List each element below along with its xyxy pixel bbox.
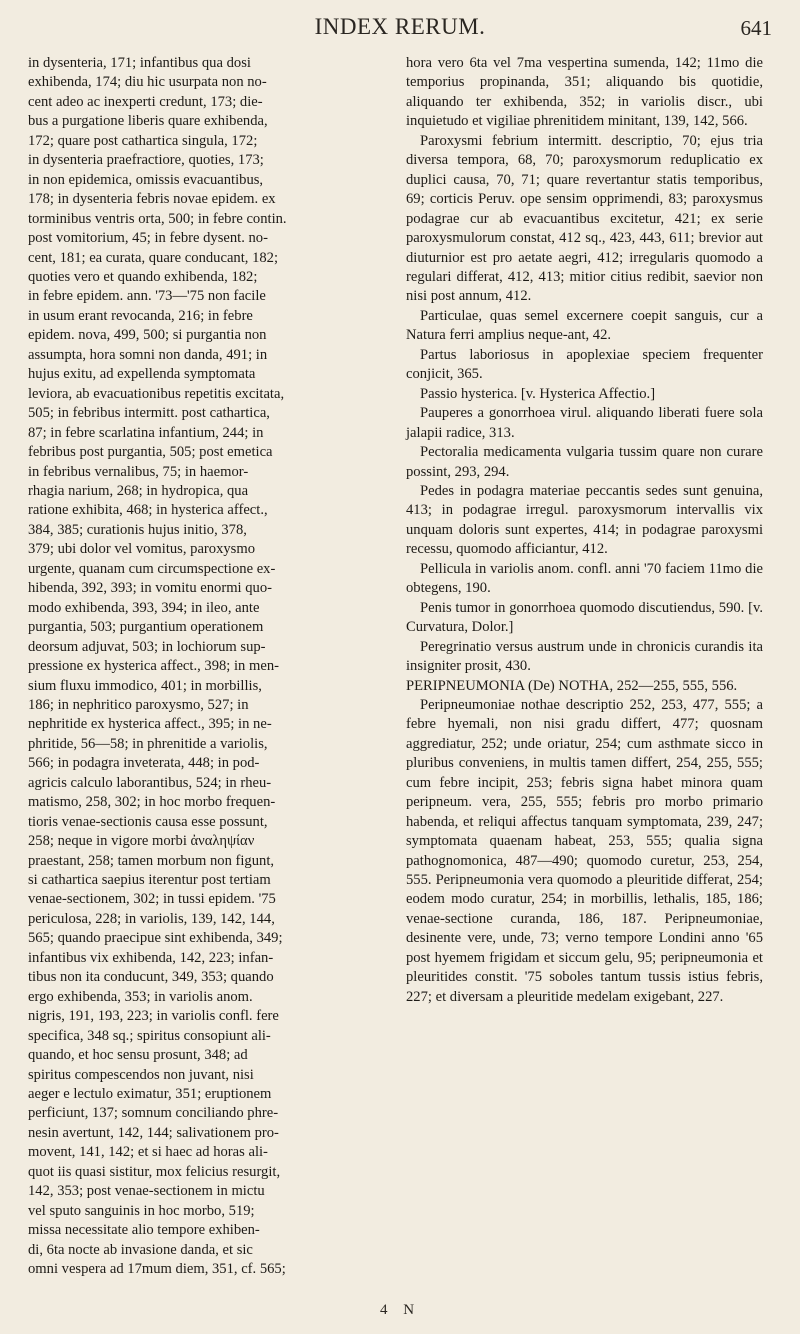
left-column [28,54,385,1280]
index-line: rhagia narium, 268; in hydropica, qua [28,482,249,499]
index-line: in non epidemica, omissis evacuantibus, [28,171,264,188]
page-number: 641 [740,16,772,40]
index-entry: Pauperes a gonorrhoea virul. aliquando liberati fuere sola jalapii radice, 313. [406,405,763,441]
index-line: assumpta, hora somni non danda, 491; in [28,346,268,363]
index-line: missa necessitate alio tempore exhiben- [28,1222,260,1239]
index-line: 142, 353; post venae-sectionem in mictu [28,1183,265,1200]
index-line: purgantia, 503; purgantium operationem [28,619,264,636]
index-entry: Pedes in podagra materiae peccantis sedes sunt genuina, 413; in podagrae irregul. paroxysmorum intervallis vix unquam doloris sunt expertes, 414; in podagrae paroxysmi recessu, quomodo afficiantur, 412. [406,482,763,558]
index-line: cent, 181; ea curata, quare conducant, 182; [28,249,279,266]
index-line: quando, et hoc sensu prosunt, 348; ad [28,1047,248,1064]
index-line: 505; in febribus intermitt. post cathartica, [28,405,270,422]
index-line: ergo exhibenda, 353; in variolis anom. [28,988,253,1005]
index-line: cent adeo ac inexperti credunt, 173; die- [28,93,263,110]
index-line: in usum erant revocanda, 216; in febre [28,307,253,324]
index-line: omni vespera ad 17mum diem, 351, cf. 565; [28,1261,286,1278]
index-entry: Pectoralia medicamenta vulgaria tussim quare non curare possint, 293, 294. [406,444,763,480]
running-head: INDEX RERUM. [314,14,486,39]
index-entry: PERIPNEUMONIA (De) NOTHA, 252—255, 555, 556. [406,677,738,694]
index-line: vel sputo sanguinis in hoc morbo, 519; [28,1202,255,1219]
index-line: quot iis quasi sistitur, mox felicius resurgit, [28,1163,281,1180]
index-line: 186; in nephritico paroxysmo, 527; in [28,696,249,713]
page-header [0,10,800,44]
index-line: hibenda, 392, 393; in vomitu enormi quo- [28,580,273,597]
index-line: leviora, ab evacuationibus repetitis excitata, [28,385,285,402]
index-line: nephritide ex hysterica affect., 395; in ne- [28,716,272,733]
index-entry: Particulae, quas semel excernere coepit sanguis, cur a Natura ferri amplius neque-ant, 42. [406,307,763,344]
index-line: phritide, 56—58; in phrenitide a variolis, [28,735,268,752]
index-line: 258; neque in vigore morbi ἀναληψίαν [28,833,255,850]
index-entry: Passio hysterica. [v. Hysterica Affectio.] [420,385,656,402]
index-line: exhibenda, 174; diu hic usurpata non no- [28,74,267,91]
index-line: 87; in febre scarlatina infantium, 244; in [28,424,264,441]
index-line: ratione exhibita, 468; in hysterica affect., [28,502,268,519]
index-line: venae-sectionem, 302; in tussi epidem. '75 [28,891,276,908]
index-line: si cathartica saepius iterentur post tertiam [28,872,271,889]
index-line: sium fluxu immodico, 401; in morbillis, [28,677,262,694]
index-line: periculosa, 228; in variolis, 139, 142, 144, [28,910,275,927]
index-line: matismo, 258, 302; in hoc morbo frequen- [28,794,276,811]
index-line: urgente, quanam cum circumspectione ex- [28,560,276,577]
index-line: 565; quando praecipue sint exhibenda, 349; [28,930,283,947]
right-column [406,54,763,1007]
index-line: modo exhibenda, 393, 394; in ileo, ante [28,599,260,616]
index-line: spiritus compescendos non juvant, nisi [28,1066,254,1083]
index-line: 379; ubi dolor vel vomitus, paroxysmo [28,541,256,558]
index-line: in febre epidem. ann. '73—'75 non facile [28,288,266,305]
index-line: quoties vero et quando exhibenda, 182; [28,268,258,285]
index-entry: Peregrinatio versus austrum unde in chronicis curandis ita insigniter prosit, 430. [406,638,763,675]
index-entry: Paroxysmi febrium intermitt. descriptio, 70; ejus tria diversa tempora, 68, 70; paroxysmorum reduplicatio ex duplici causa, 70, 71; quare revertantur statis temporibus, 69; corticis Peruv. ope sensim opprimendi, 83; paroxysmus podagrae cur ab evacuantibus excitetur, 421; ex serie paroxysmulorum constat, 412 sq., 423, 443, 611; brevior aut diuturnior est pro aetate aegri, 412; irregularis quomodo a regulari differat, 412, 413; mitior citius redibit, saevior non nisi post annum, 412. [406,132,763,305]
index-line: nesin avertunt, 142, 144; salivationem pro- [28,1124,279,1141]
printer-signature-mark: 4 N [379,1302,421,1318]
index-line: in dysenteria, 171; infantibus qua dosi [28,55,251,71]
index-line: epidem. nova, 499, 500; si purgantia non [28,327,267,344]
index-line: in febribus vernalibus, 75; in haemor- [28,463,249,480]
index-entry: Pellicula in variolis anom. confl. anni '70 faciem 11mo die obtegens, 190. [406,560,763,597]
index-entry: Peripneumoniae nothae descriptio 252, 253, 477, 555; a febre hyemali, non nisi gradu differt, 477; quosnam aggrediatur, 252; unde oriatur, 254; cum asthmate sicco in pluribus conveniens, in multis tamen differt, 254, 255, 555; cum febre incipit, 253; febris signa habet minora quam peripneum. vera, 255, 555; febris pro morbo primario habenda, et reliqui affectus tanquam symptomata, 239, 247; symptomata quaenam habeat, 253, 555; qualia signa pathognomonica, 487—490; quomodo curetur, 253, 254, 555. Peripneumonia vera quomodo a pleuritide differat, 254; eodem modo curatur, 254; in morbillis, lethalis, 185, 186; venae-sectione curanda, 186, 187. Peripneumoniae, desinente vere, unde, 73; verno tempore Londini anno '65 post hyemem frigidam et siccum gelu, 95; peripneumonia et pleuritides constit. '75 soboles tantum tussis istius febris, 227; et diversam a pleuritide medelam exigebant, 227. [406,696,763,1005]
index-line: perficiunt, 137; somnum conciliando phre- [28,1105,279,1122]
index-line: in dysenteria praefractiore, quoties, 173; [28,152,264,169]
index-line: 384, 385; curationis hujus initio, 378, [28,521,247,538]
index-line: 178; in dysenteria febris novae epidem. ex [28,191,276,208]
index-line: praestant, 258; tamen morbum non figunt, [28,852,275,869]
index-line: febribus post purgantia, 505; post emetica [28,444,273,461]
index-line: tioris venae-sectionis causa esse possunt, [28,813,268,830]
index-line: 566; in podagra inveterata, 448; in pod- [28,755,260,772]
index-line: tibus non ita conducunt, 349, 353; quando [28,969,274,986]
index-entry: Partus laboriosus in apoplexiae speciem frequenter conjicit, 365. [406,346,763,383]
index-line: di, 6ta nocte ab invasione danda, et sic [28,1241,253,1258]
index-line: pressione ex hysterica affect., 398; in men- [28,658,279,675]
index-line: post vomitorium, 45; in febre dysent. no- [28,230,268,247]
index-line: infantibus vix exhibenda, 142, 223; infan- [28,949,274,966]
index-line: nigris, 191, 193, 223; in variolis confl. fere [28,1008,279,1025]
index-line: deorsum adjuvat, 503; in lochiorum sup- [28,638,266,655]
index-line: bus a purgatione liberis quare exhibenda, [28,113,268,130]
index-line: 172; quare post cathartica singula, 172; [28,132,258,149]
index-line: hujus exitu, ad expellenda symptomata [28,366,256,383]
index-entry: hora vero 6ta vel 7ma vespertina sumenda, 142; 11mo die temporius propinanda, 351; aliquando bis quotidie, aliquando ter exhibenda, 352; in variolis discr., ubi inquietudo et vigiliae phrenitidem minitant, 139, 142, 566. [406,55,763,130]
index-line: movent, 141, 142; et si haec ad horas ali- [28,1144,268,1161]
index-line: specifica, 348 sq.; spiritus consopiunt ali- [28,1027,271,1044]
index-entry: Penis tumor in gonorrhoea quomodo discutiendus, 590. [v. Curvatura, Dolor.] [406,599,763,636]
index-line: torminibus ventris orta, 500; in febre contin. [28,210,287,227]
index-line: agricis calculo laborantibus, 524; in rheu- [28,774,272,791]
index-line: aeger e lectulo eximatur, 351; eruptionem [28,1086,272,1103]
